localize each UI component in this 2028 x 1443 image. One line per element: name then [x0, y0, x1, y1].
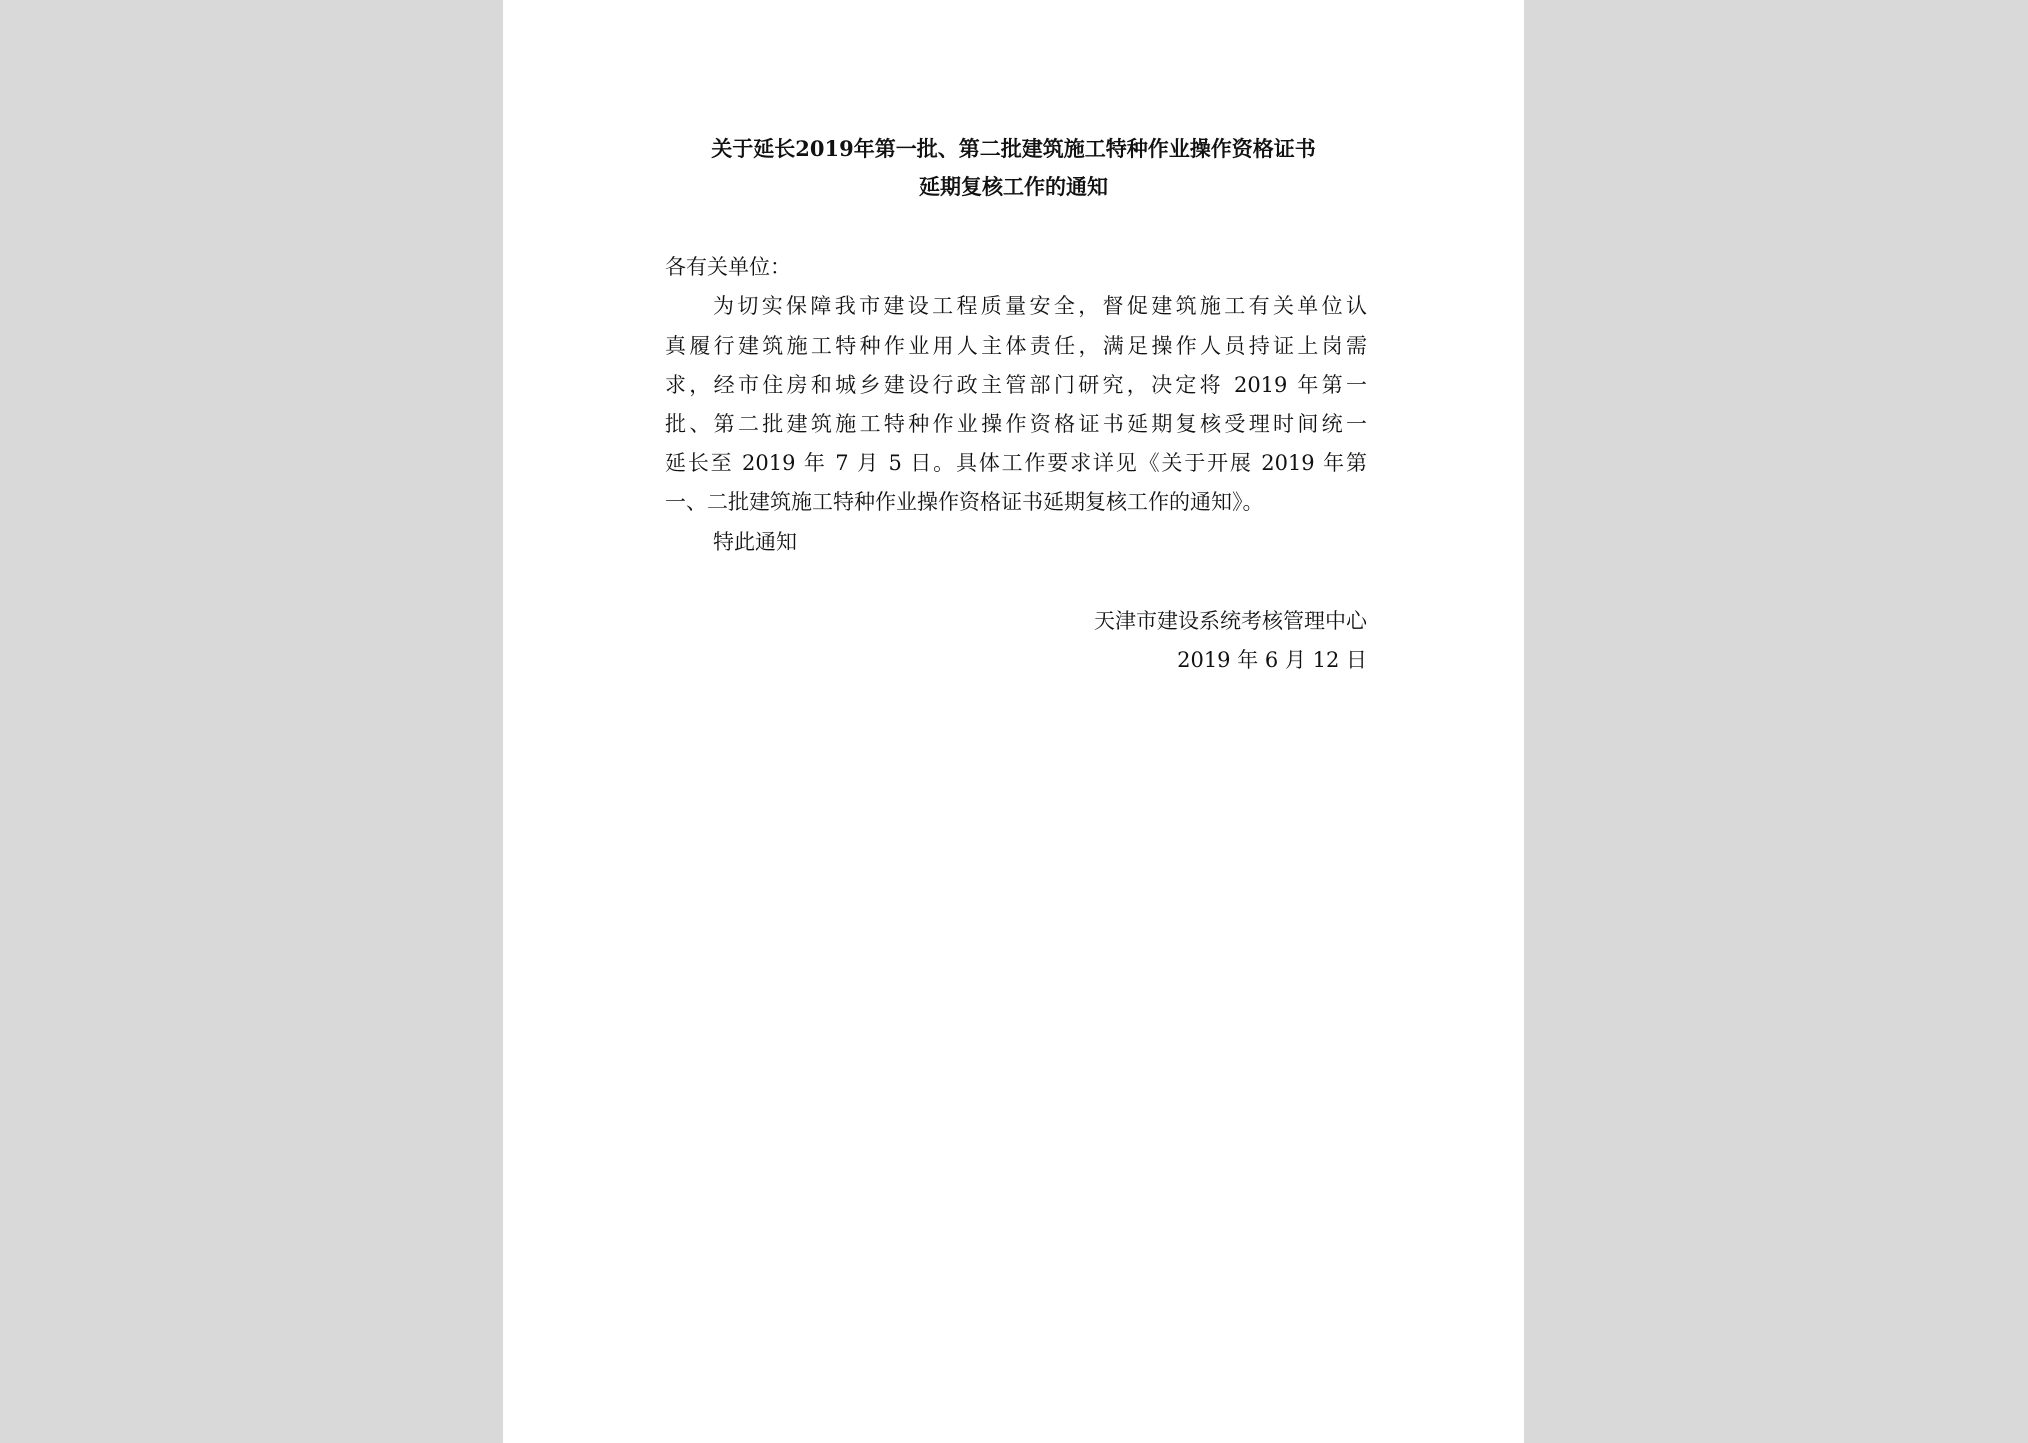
salutation: 各有关单位：	[665, 255, 791, 279]
body-line-5: 延长至 2019 年 7 月 5 日。具体工作要求详见《关于开展 2019 年第	[665, 451, 1367, 475]
body-line-4: 批、第二批建筑施工特种作业操作资格证书延期复核受理时间统一	[665, 412, 1367, 436]
body-line-2: 真履行建筑施工特种作业用人主体责任，满足操作人员持证上岗需	[665, 334, 1367, 358]
issue-date: 2019 年 6 月 12 日	[1177, 648, 1367, 672]
closing-text: 特此通知	[713, 530, 797, 554]
body-line-3: 求，经市住房和城乡建设行政主管部门研究，决定将 2019 年第一	[665, 373, 1367, 397]
body-line-1: 为切实保障我市建设工程质量安全，督促建筑施工有关单位认	[713, 294, 1367, 318]
document-title-line-2: 延期复核工作的通知	[919, 174, 1108, 199]
body-line-6: 一、二批建筑施工特种作业操作资格证书延期复核工作的通知》。	[665, 490, 1264, 514]
document-page	[503, 0, 1524, 1443]
issuer-name: 天津市建设系统考核管理中心	[1094, 609, 1367, 633]
document-title-line-1: 关于延长2019年第一批、第二批建筑施工特种作业操作资格证书	[711, 136, 1316, 161]
